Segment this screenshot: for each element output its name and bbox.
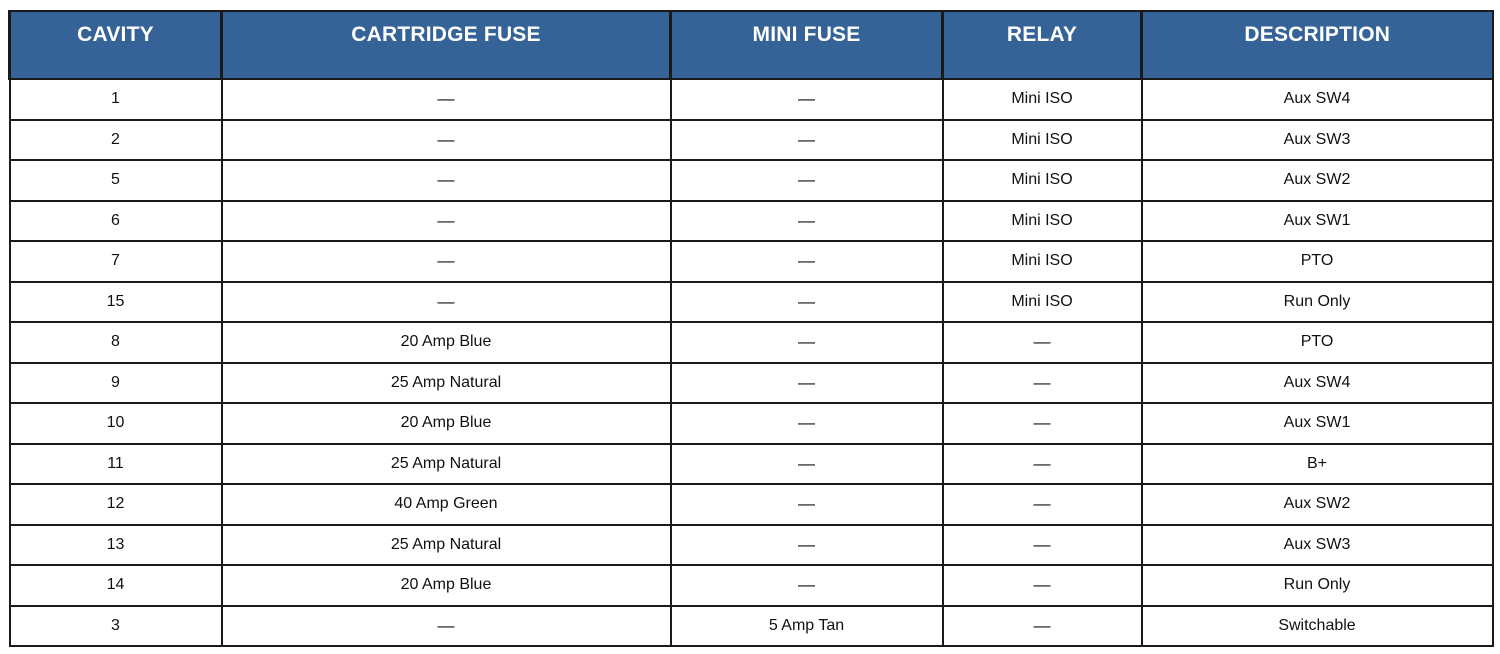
mini-fuse-cell: — bbox=[671, 322, 943, 363]
table-row bbox=[10, 201, 1493, 242]
cavity-cell: 12 bbox=[10, 484, 222, 525]
table-row bbox=[10, 79, 1493, 120]
relay-cell: — bbox=[943, 565, 1142, 606]
header-row bbox=[10, 11, 1493, 79]
mini-fuse-cell: — bbox=[671, 241, 943, 282]
relay-cell: Mini ISO bbox=[943, 120, 1142, 161]
cartridge-fuse-cell: — bbox=[222, 201, 671, 242]
table-row bbox=[10, 160, 1493, 201]
cartridge-fuse-cell: 25 Amp Natural bbox=[222, 525, 671, 566]
mini-fuse-cell: — bbox=[671, 403, 943, 444]
cartridge-fuse-cell: 20 Amp Blue bbox=[222, 403, 671, 444]
cartridge-fuse-cell: 20 Amp Blue bbox=[222, 322, 671, 363]
table-row bbox=[10, 363, 1493, 404]
table-row bbox=[10, 484, 1493, 525]
cartridge-fuse-cell: — bbox=[222, 79, 671, 120]
header-cavity: CAVITY bbox=[10, 11, 222, 79]
description-cell: PTO bbox=[1142, 241, 1493, 282]
description-cell: Aux SW4 bbox=[1142, 79, 1493, 120]
table-row bbox=[10, 403, 1493, 444]
description-cell: Aux SW1 bbox=[1142, 201, 1493, 242]
description-cell: Aux SW3 bbox=[1142, 525, 1493, 566]
mini-fuse-cell: — bbox=[671, 201, 943, 242]
fuse-relay-table bbox=[8, 10, 1494, 647]
table-row bbox=[10, 120, 1493, 161]
cartridge-fuse-cell: — bbox=[222, 120, 671, 161]
cavity-cell: 6 bbox=[10, 201, 222, 242]
cavity-cell: 11 bbox=[10, 444, 222, 485]
mini-fuse-cell: — bbox=[671, 160, 943, 201]
table-row bbox=[10, 282, 1493, 323]
mini-fuse-cell: — bbox=[671, 525, 943, 566]
cartridge-fuse-cell: — bbox=[222, 241, 671, 282]
cartridge-fuse-cell: 25 Amp Natural bbox=[222, 444, 671, 485]
mini-fuse-cell: 5 Amp Tan bbox=[671, 606, 943, 647]
description-cell: Aux SW1 bbox=[1142, 403, 1493, 444]
relay-cell: Mini ISO bbox=[943, 79, 1142, 120]
header-cartridge-fuse: CARTRIDGE FUSE bbox=[222, 11, 671, 79]
description-cell: Aux SW2 bbox=[1142, 160, 1493, 201]
cavity-cell: 3 bbox=[10, 606, 222, 647]
cartridge-fuse-cell: 20 Amp Blue bbox=[222, 565, 671, 606]
fuse-relay-table-container bbox=[8, 10, 1494, 647]
cavity-cell: 7 bbox=[10, 241, 222, 282]
relay-cell: — bbox=[943, 525, 1142, 566]
description-cell: Aux SW4 bbox=[1142, 363, 1493, 404]
relay-cell: Mini ISO bbox=[943, 241, 1142, 282]
cartridge-fuse-cell: — bbox=[222, 282, 671, 323]
mini-fuse-cell: — bbox=[671, 120, 943, 161]
cavity-cell: 14 bbox=[10, 565, 222, 606]
table-row bbox=[10, 565, 1493, 606]
cavity-cell: 2 bbox=[10, 120, 222, 161]
relay-cell: Mini ISO bbox=[943, 282, 1142, 323]
relay-cell: — bbox=[943, 606, 1142, 647]
mini-fuse-cell: — bbox=[671, 565, 943, 606]
relay-cell: — bbox=[943, 484, 1142, 525]
cavity-cell: 1 bbox=[10, 79, 222, 120]
description-cell: Aux SW2 bbox=[1142, 484, 1493, 525]
relay-cell: — bbox=[943, 322, 1142, 363]
relay-cell: Mini ISO bbox=[943, 201, 1142, 242]
table-row bbox=[10, 322, 1493, 363]
mini-fuse-cell: — bbox=[671, 282, 943, 323]
table-row bbox=[10, 525, 1493, 566]
header-relay: RELAY bbox=[943, 11, 1142, 79]
cavity-cell: 13 bbox=[10, 525, 222, 566]
description-cell: PTO bbox=[1142, 322, 1493, 363]
cavity-cell: 5 bbox=[10, 160, 222, 201]
cavity-cell: 9 bbox=[10, 363, 222, 404]
cavity-cell: 8 bbox=[10, 322, 222, 363]
header-mini-fuse: MINI FUSE bbox=[671, 11, 943, 79]
cartridge-fuse-cell: 40 Amp Green bbox=[222, 484, 671, 525]
table-row bbox=[10, 444, 1493, 485]
cartridge-fuse-cell: 25 Amp Natural bbox=[222, 363, 671, 404]
table-row bbox=[10, 241, 1493, 282]
description-cell: Aux SW3 bbox=[1142, 120, 1493, 161]
cavity-cell: 15 bbox=[10, 282, 222, 323]
mini-fuse-cell: — bbox=[671, 444, 943, 485]
table-row bbox=[10, 606, 1493, 647]
cartridge-fuse-cell: — bbox=[222, 160, 671, 201]
relay-cell: — bbox=[943, 363, 1142, 404]
mini-fuse-cell: — bbox=[671, 484, 943, 525]
description-cell: Run Only bbox=[1142, 282, 1493, 323]
header-description: DESCRIPTION bbox=[1142, 11, 1493, 79]
relay-cell: — bbox=[943, 444, 1142, 485]
mini-fuse-cell: — bbox=[671, 79, 943, 120]
table-body bbox=[10, 79, 1493, 646]
relay-cell: — bbox=[943, 403, 1142, 444]
mini-fuse-cell: — bbox=[671, 363, 943, 404]
description-cell: Switchable bbox=[1142, 606, 1493, 647]
cavity-cell: 10 bbox=[10, 403, 222, 444]
description-cell: Run Only bbox=[1142, 565, 1493, 606]
description-cell: B+ bbox=[1142, 444, 1493, 485]
relay-cell: Mini ISO bbox=[943, 160, 1142, 201]
cartridge-fuse-cell: — bbox=[222, 606, 671, 647]
